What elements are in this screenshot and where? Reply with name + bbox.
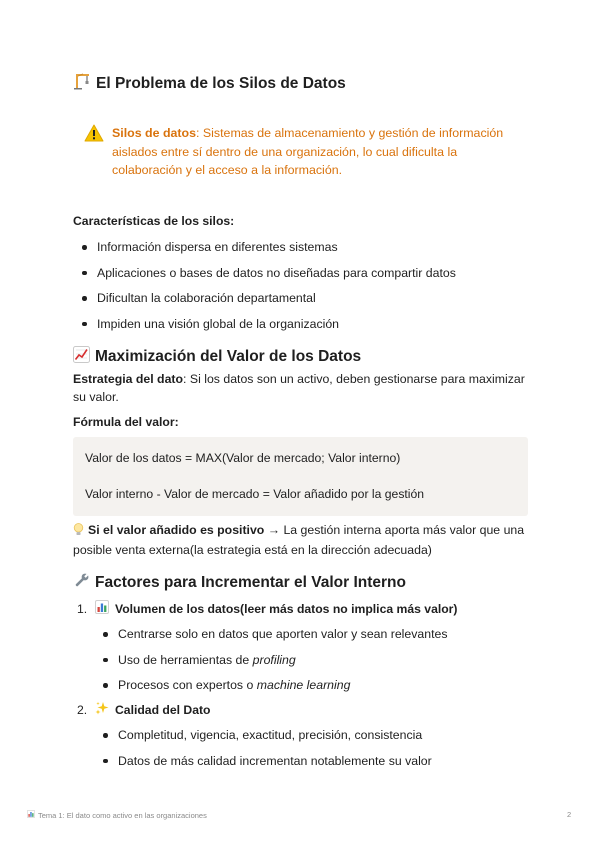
tip-arrow: → xyxy=(264,523,284,537)
tip-paragraph xyxy=(73,522,528,559)
definition-callout xyxy=(84,124,524,180)
numbered-item-volumen xyxy=(77,600,457,617)
wrench-icon xyxy=(73,572,90,594)
bullet-italic: profiling xyxy=(252,652,296,667)
tip-bold: Si el valor añadido es positivo xyxy=(88,523,265,537)
tip-text: La gestión interna aporta más valor que una posible venta externa(la estrategia está en la dirección adecuada) xyxy=(73,523,525,557)
strategy-label: Estrategia del dato xyxy=(73,372,184,386)
callout-definition: Sistemas de almacenamiento y gestión de información aislados entre sí dentro de una organización, lo cual dificulta la colaboración y el acceso a la información. xyxy=(112,126,504,177)
list-item: Dificultan la colaboración departamental xyxy=(77,290,456,316)
characteristics-list xyxy=(77,239,456,341)
item-title: Volumen de los datos(leer más datos no implica más valor) xyxy=(115,601,458,616)
bullet-text: Procesos con expertos o xyxy=(118,678,257,692)
volumen-bullets xyxy=(98,626,447,703)
bullet-text: Centrarse solo en datos que aporten valor y sean relevantes xyxy=(118,627,448,641)
section-heading-silos xyxy=(73,72,346,95)
formula-label: Fórmula del valor: xyxy=(73,415,179,429)
bullet-text: Uso de herramientas de xyxy=(118,652,253,667)
page-footer xyxy=(27,810,207,820)
bullet-italic: machine learning xyxy=(256,678,351,692)
item-number: 2. xyxy=(77,702,88,717)
lightbulb-icon xyxy=(73,523,84,542)
list-item xyxy=(98,626,447,652)
list-item: Impiden una visión global de la organización xyxy=(77,316,456,342)
formula-line: Valor de los datos = MAX(Valor de mercado; Valor interno) xyxy=(85,451,401,465)
formula-line: Valor interno - Valor de mercado = Valor añadido por la gestión xyxy=(85,487,425,501)
strategy-text: : Si los datos son un activo, deben gestionarse para maximizar su valor. xyxy=(73,372,525,404)
bar-chart-icon xyxy=(27,810,35,820)
section-title: Factores para Incrementar el Valor Interno xyxy=(95,574,406,591)
footer-text: Tema 1: El dato como activo en las organizaciones xyxy=(38,810,207,820)
warning-icon xyxy=(84,124,104,180)
chart-increasing-icon xyxy=(73,346,90,368)
item-title: Calidad del Dato xyxy=(115,702,211,717)
list-item xyxy=(98,727,432,753)
strategy-paragraph xyxy=(73,371,528,406)
list-item xyxy=(98,753,432,779)
bullet-text: Datos de más calidad incrementan notablemente su valor xyxy=(118,753,432,768)
callout-text xyxy=(112,124,524,180)
sparkles-icon xyxy=(95,701,109,718)
construction-crane-icon xyxy=(73,72,91,95)
bar-chart-icon xyxy=(95,600,109,617)
bullet-text: Completitud, vigencia, exactitud, precisión, consistencia xyxy=(118,728,423,742)
section-heading-factores xyxy=(73,572,406,594)
section-heading-maximizacion xyxy=(73,346,361,368)
numbered-item-calidad xyxy=(77,701,210,718)
list-item: Información dispersa en diferentes sistemas xyxy=(77,239,456,265)
section-title: El Problema de los Silos de Datos xyxy=(96,74,346,92)
list-item xyxy=(98,652,447,678)
characteristics-label: Características de los silos: xyxy=(73,214,235,228)
section-title: Maximización del Valor de los Datos xyxy=(95,348,362,365)
list-item: Aplicaciones o bases de datos no diseñadas para compartir datos xyxy=(77,265,456,291)
callout-colon: : xyxy=(196,126,200,140)
page-number: 2 xyxy=(567,810,572,819)
calidad-bullets xyxy=(98,727,432,778)
item-number: 1. xyxy=(77,601,88,616)
callout-term: Silos de datos xyxy=(112,126,196,140)
list-item xyxy=(98,677,447,703)
formula-code-block xyxy=(73,437,528,516)
